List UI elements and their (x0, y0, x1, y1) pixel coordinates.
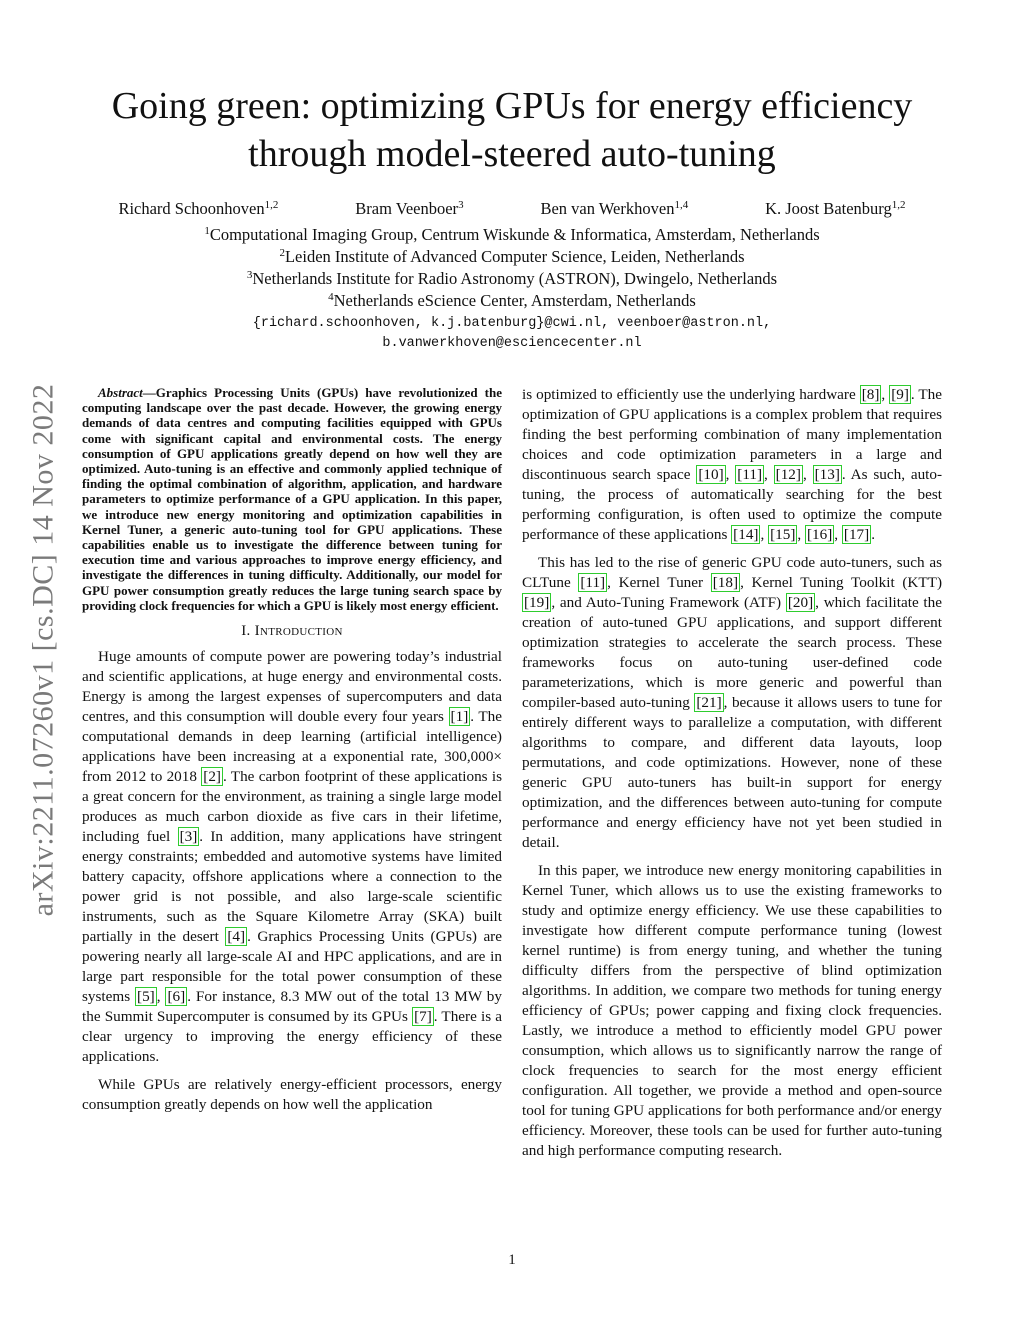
citation-link[interactable]: [4] (227, 928, 246, 946)
citation-link[interactable]: [9] (891, 386, 909, 403)
title-line-1: Going green: optimizing GPUs for energy efficiency (111, 85, 913, 127)
citation-link[interactable]: [19] (524, 594, 550, 611)
author-list (80, 199, 944, 219)
citation-link[interactable]: [16] (806, 526, 833, 543)
citation-link[interactable]: [8] (861, 386, 880, 403)
paragraph: is optimized to efficiently use the underlying hardware [8] , [9] . The optimization of GPU applications is a complex problem that requires finding the best performing combination of many implementation choices and code optimization parameters in a large and discontinuous search space [10] , [11] , [12] , [13] . As such, auto-tuning, the process of automatically searching for the best performing configuration, is often used to optimize the compute performance of these applications [14] , [15] , [16] , [17] . (522, 386, 943, 543)
author: Richard Schoonhoven$^{1,2}$ (118, 199, 279, 218)
paragraph: While GPUs are relatively energy-efficient processors, energy consumption greatly depends on how well the application (82, 1076, 502, 1114)
arxiv-sidebar (18, 350, 68, 950)
citation-link[interactable]: [7] (414, 1008, 432, 1026)
citation-link[interactable]: [11] (737, 466, 763, 483)
citation-link[interactable]: [17] (843, 526, 870, 543)
paper-title (60, 82, 964, 178)
citation-link[interactable]: [6] (167, 988, 186, 1006)
abstract: Abstract—Graphics Processing Units (GPUs) have revolutionized the computing landscape over the past decade. However, the growing energy demands of data centres and computing facilities equipped with GPUs come with significant capital and environmental costs. The energy consumption of GPU applications greatly depend on how well they are optimized. Auto-tuning is an effective and commonly applied technique of finding the optimal combination of algorithm, application, and hardware parameters to optimize performance of a GPU application. In this paper, we introduce new energy monitoring and optimization capabilities in Kernel Tuner, a generic auto-tuning tool for GPU applications. These capabilities enable us to investigate the difference between tuning for execution time and various approaches to improve energy efficiency, and investigate the differences in tuning difficulty. Additionally, our model for GPU power consumption greatly reduces the large tuning search space by providing clock frequencies for which a GPU is likely most energy efficient. (82, 385, 502, 613)
citation-link[interactable]: [5] (137, 988, 155, 1006)
citation-link[interactable]: [1] (450, 708, 469, 726)
citation-link[interactable]: [11] (580, 574, 606, 591)
citation-link[interactable]: [3] (179, 828, 198, 846)
citation-link[interactable]: [14] (733, 526, 759, 543)
paragraph: In this paper, we introduce new energy monitoring capabilities in Kernel Tuner, which allows us to use the existing frameworks to study and optimize energy efficiency. We use these capabilities to investigate how different compute performance tuning (lowest kernel runtime) is from energy tuning, and whether the tuning difficulty differs from the perspective of blind optimization algorithms. In addition, we compare two methods for tuning energy efficiency of GPUs; power capping and fixing clock frequencies. Lastly, we introduce a method to efficiently model GPU power consumption, which allows us to significantly narrow the range of clock frequencies to search for the most energy efficient configuration. All together, we provide a method and open-source tool for tuning GPU applications for both performance and/or energy efficiency. Moreover, these tools can be used for further auto-tuning and high performance computing research. (522, 862, 942, 1159)
citation-link[interactable]: [15] (770, 526, 796, 543)
author: Bram Veenboer$^3$ (355, 199, 464, 218)
citation-link[interactable]: [2] (203, 768, 221, 786)
affiliation: $^2$Leiden Institute of Advanced Computer Science, Leiden, Netherlands (279, 247, 745, 266)
citation-link[interactable]: [12] (775, 466, 801, 483)
page-number: 1 (508, 1252, 516, 1268)
right-column (522, 385, 942, 1169)
citation-link[interactable]: [21] (696, 694, 722, 711)
citation-link[interactable]: [18] (712, 574, 739, 591)
affiliation: $^1$Computational Imaging Group, Centrum Wiskunde & Informatica, Amsterdam, Netherlands (204, 225, 820, 244)
author: K. Joost Batenburg$^{1,2}$ (765, 199, 906, 218)
email-line: {richard.schoonhoven, k.j.batenburg}@cwi.nl, veenboer@astron.nl, (252, 316, 772, 331)
affiliation: $^3$Netherlands Institute for Radio Astronomy (ASTRON), Dwingelo, Netherlands (246, 269, 778, 288)
citation-link[interactable]: [13] (814, 466, 840, 483)
citation-link[interactable]: [10] (698, 466, 724, 483)
author: Ben van Werkhoven$^{1,4}$ (540, 199, 689, 218)
affiliation: $^4$Netherlands eScience Center, Amsterdam, Netherlands (328, 291, 696, 310)
paragraph: Huge amounts of compute power are powering today’s industrial and scientific applications, at huge energy and environmental costs. Energy is among the largest expenses of supercomputers and data centres, and this consumption will double every four years [1] . The computational demands in deep learning (artificial intelligence) applications have been increasing at a exponential rate, 300,000× from 2012 to 2018 [2] . The carbon footprint of these applications is a great concern for the environment, as training a single large model produces as much carbon dioxide as five cars in their lifetime, including fuel [3] . In addition, many applications have stringent energy constraints; embedded and automotive systems have limited battery capacity, offshore applications where a connection to the power grid is not possible, and also large-scale scientific instruments, such as the Square Kilometre Array (SKA) built partially in the desert [4] . Graphics Processing Units (GPUs) are powering nearly all large-scale AI and HPC applications, and are in large part responsible for the total power consumption of these systems [5] , [6] . For instance, 8.3 MW out of the total 13 MW by the Summit Supercomputer is consumed by its GPUs [7] . There is a clear urgency to improving the energy efficiency of these applications. (82, 648, 502, 1066)
email-line: b.vanwerkhoven@esciencecenter.nl (382, 336, 642, 351)
arxiv-identifier[interactable]: arXiv:2211.07260v1 [cs.DC] 14 Nov 2022 (26, 383, 59, 917)
section-heading: I. Introduction (241, 623, 343, 640)
email-list (60, 314, 964, 354)
title-line-2: through model-steered auto-tuning (248, 133, 776, 175)
paragraph: This has led to the rise of generic GPU code auto-tuners, such as CLTune [11] , Kernel Tuner [18] , Kernel Tuning Toolkit (KTT) [19] , and Auto-Tuning Framework (ATF) [20] , which facilitate the creation of auto-tuned GPU applications, and support different optimization strategies to accelerate the search process. These frameworks focus on auto-tuning user-defined code parameterizations, which is more generic and powerful than compiler-based auto-tuning [21] , because it allows users to tune for entirely different ways to parallelize a computation, with different algorithms to compare, and different data layouts, loop permutations, and code optimizations. However, none of these generic GPU auto-tuners has built-in support for energy optimization, and the differences between auto-tuning for compute performance and energy efficiency have not yet been studied in detail. (522, 554, 942, 851)
left-column (82, 385, 502, 1123)
citation-link[interactable]: [20] (787, 594, 814, 611)
